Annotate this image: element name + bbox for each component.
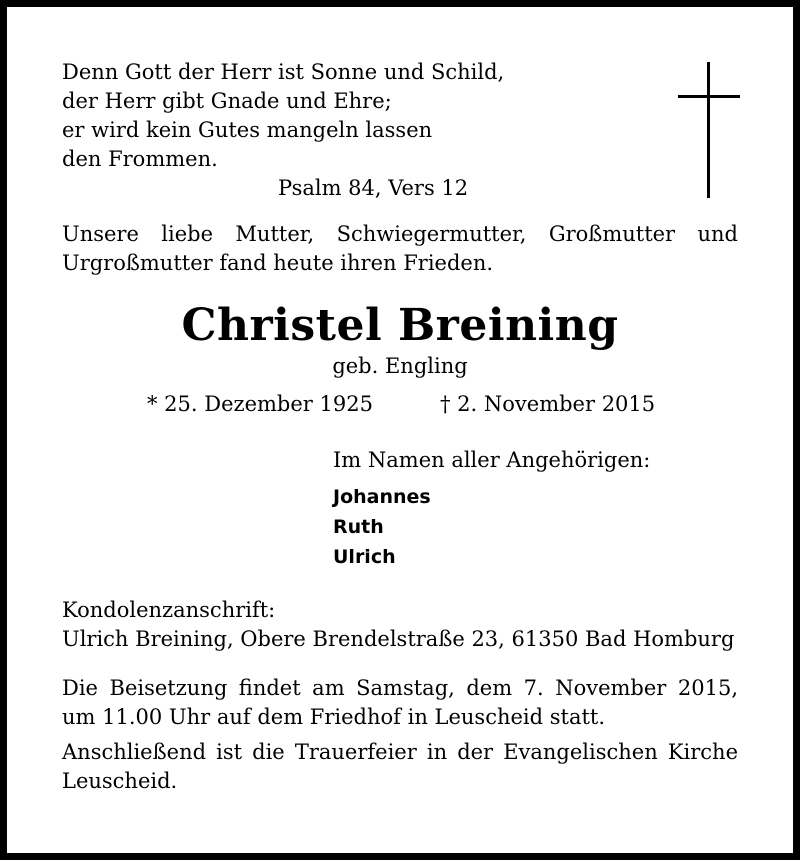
deceased-name: Christel Breining (181, 300, 619, 351)
mourner-name: Ulrich (333, 546, 396, 568)
mourner-name: Johannes (333, 486, 431, 508)
memorial-info: Anschließend ist die Trauerfeier in der Evangelischen Kirche Leuscheid. (62, 740, 738, 793)
maiden-name: geb. Engling (332, 354, 468, 378)
bible-verse (62, 58, 504, 174)
mourners-heading: Im Namen aller Angehörigen: (333, 448, 651, 472)
death-date: † 2. November 2015 (440, 392, 656, 416)
birth-date: * 25. Dezember 1925 (147, 392, 373, 416)
burial-info: Die Beisetzung findet am Samstag, dem 7. November 2015, um 11.00 Uhr auf dem Friedhof in Leuscheid statt. (62, 676, 738, 729)
verse-line: den Frommen. (62, 147, 218, 171)
verse-reference: Psalm 84, Vers 12 (278, 176, 469, 200)
mourner-name: Ruth (333, 516, 384, 538)
intro-text: Unsere liebe Mutter, Schwiegermutter, Großmutter und Urgroßmutter fand heute ihren Frieden. (62, 222, 738, 275)
cross-icon (678, 62, 740, 198)
verse-line: Denn Gott der Herr ist Sonne und Schild, (62, 60, 505, 84)
mourners-list (333, 482, 431, 572)
verse-line: er wird kein Gutes mangeln lassen (62, 118, 433, 142)
verse-line: der Herr gibt Gnade und Ehre; (62, 89, 392, 113)
condolence-label: Kondolenzanschrift: (62, 598, 276, 622)
condolence-address: Ulrich Breining, Obere Brendelstraße 23, 61350 Bad Homburg (62, 627, 735, 651)
